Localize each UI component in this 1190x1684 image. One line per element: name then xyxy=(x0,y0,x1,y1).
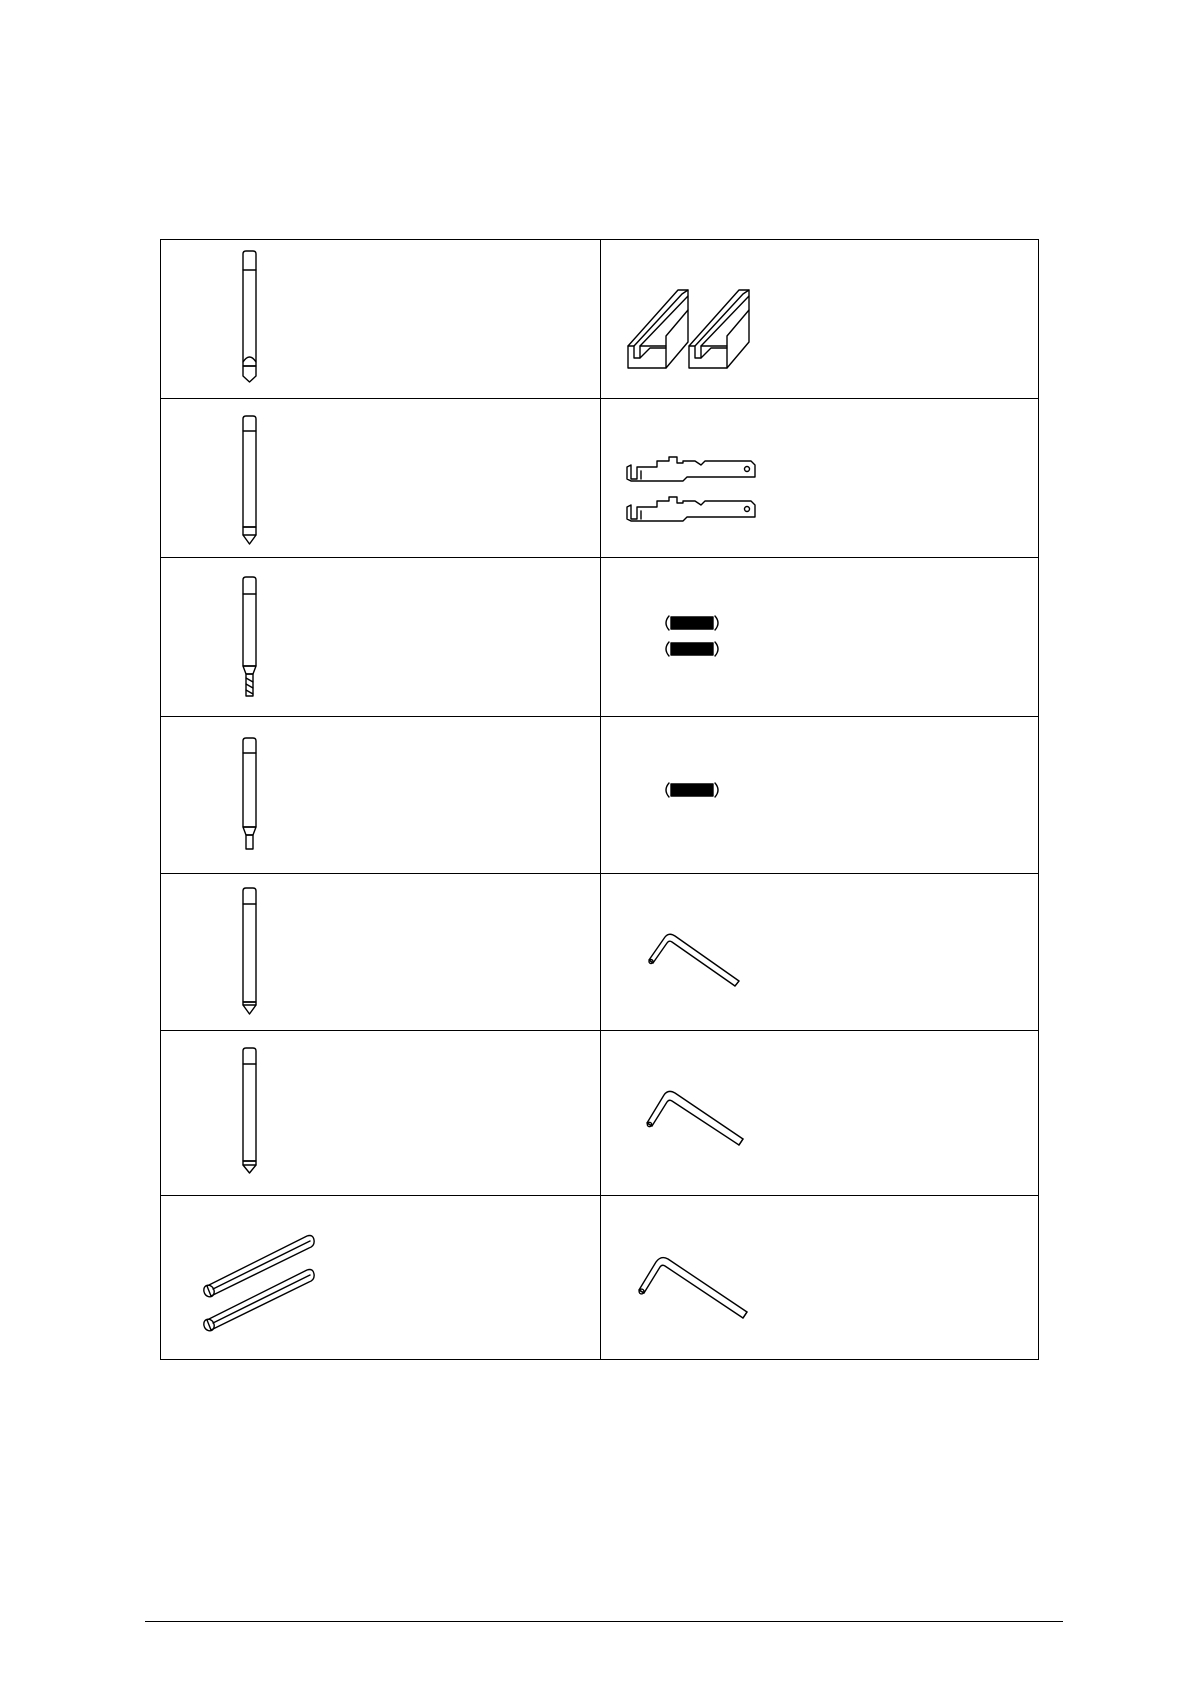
ball-tip-cutter-icon xyxy=(161,240,281,399)
part-cell xyxy=(161,399,601,558)
part-cell xyxy=(601,399,1039,558)
part-cell xyxy=(601,558,1039,717)
hex-key-small-icon xyxy=(601,874,801,1031)
spring-single-icon xyxy=(601,717,801,874)
part-cell xyxy=(161,1031,601,1196)
part-cell xyxy=(161,1196,601,1360)
part-cell xyxy=(601,874,1039,1031)
table-row xyxy=(161,399,1039,558)
footer-divider xyxy=(145,1621,1063,1622)
hex-key-medium-icon xyxy=(601,1031,801,1196)
flat-tip-tracer-icon xyxy=(161,717,281,874)
table-row xyxy=(161,874,1039,1031)
conical-tracer-icon xyxy=(161,874,281,1031)
parts-table xyxy=(160,239,1039,1360)
part-cell xyxy=(601,240,1039,399)
part-cell xyxy=(601,1196,1039,1360)
table-row xyxy=(161,1031,1039,1196)
part-cell xyxy=(161,558,601,717)
key-stops-pair-icon xyxy=(601,399,801,558)
end-mill-cutter-icon xyxy=(161,558,281,717)
table-row xyxy=(161,240,1039,399)
part-cell xyxy=(161,717,601,874)
part-cell xyxy=(601,717,1039,874)
jaw-adapters-pair-icon xyxy=(601,240,801,399)
part-cell xyxy=(161,240,601,399)
table-row xyxy=(161,1196,1039,1360)
hex-key-large-icon xyxy=(601,1196,801,1360)
pointed-tracer-icon xyxy=(161,399,281,558)
part-cell xyxy=(161,874,601,1031)
springs-pair-icon xyxy=(601,558,801,717)
table-row xyxy=(161,717,1039,874)
part-cell xyxy=(601,1031,1039,1196)
conical-tracer-icon xyxy=(161,1031,281,1196)
support-rods-pair-icon xyxy=(161,1196,321,1360)
table-row xyxy=(161,558,1039,717)
